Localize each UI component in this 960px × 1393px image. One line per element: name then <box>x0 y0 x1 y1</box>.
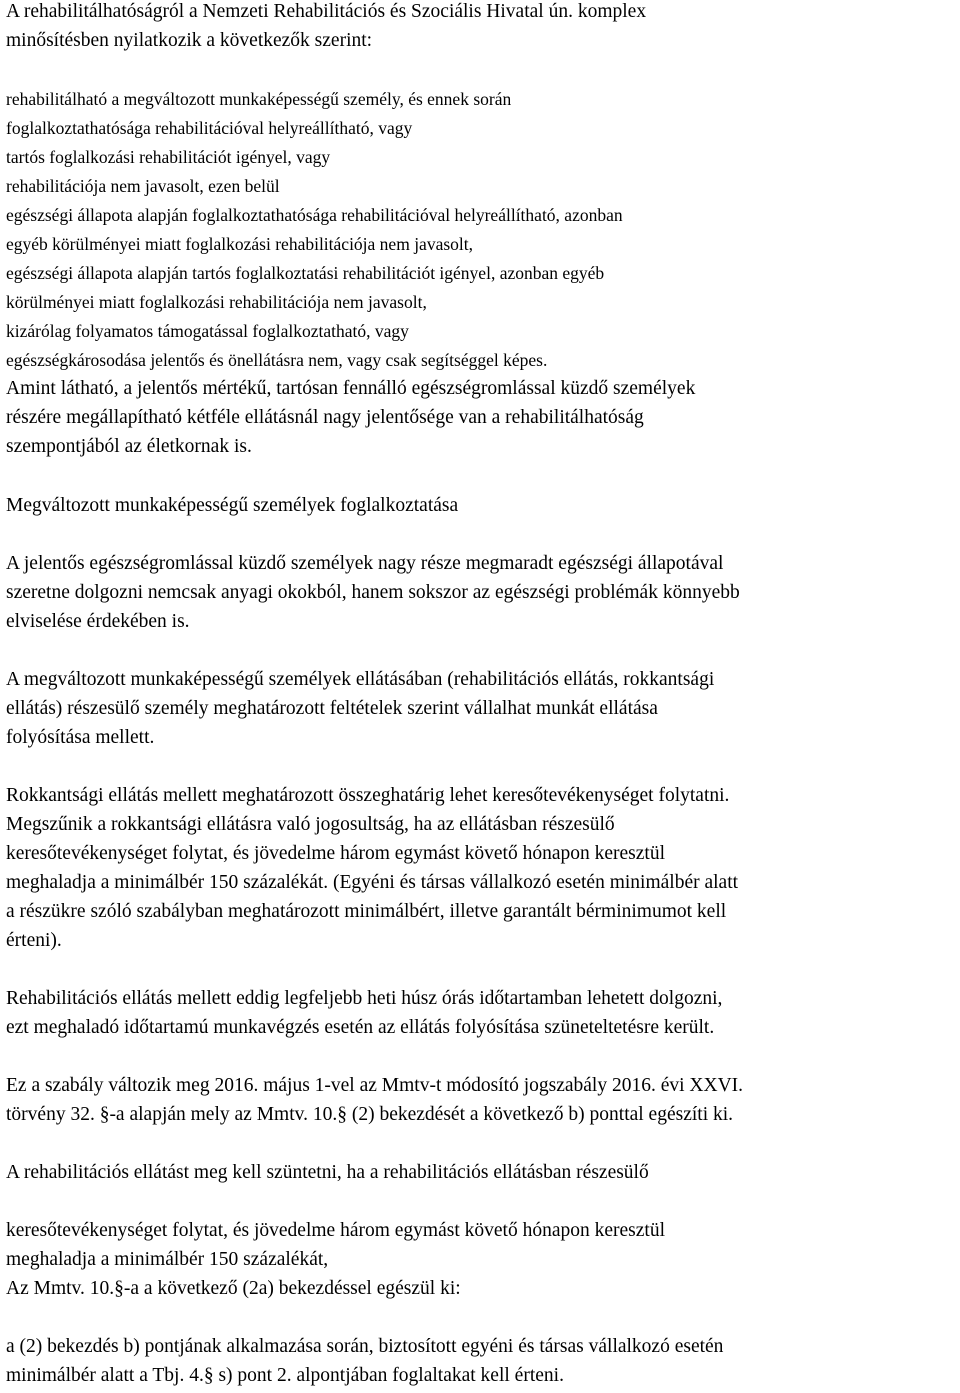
category-line: egészségi állapota alapján tartós foglalkoztatási rehabilitációt igényel, azonban egyéb <box>6 263 605 283</box>
paragraph-line: elviselése érdekében is. <box>6 611 190 632</box>
paragraph-line: a (2) bekezdés b) pontjának alkalmazása során, biztosított egyéni és társas vállalkozó esetén <box>6 1336 724 1357</box>
paragraph-line: a részükre szóló szabályban meghatározott minimálbért, illetve garantált bérminimumot kell <box>6 901 727 922</box>
paragraph-line: meghaladja a minimálbér 150 százalékát, <box>6 1249 329 1270</box>
category-line: egészségi állapota alapján foglalkoztathatósága rehabilitációval helyreállítható, azonban <box>6 205 623 225</box>
intro-line: minősítésben nyilatkozik a következők szerint: <box>6 30 373 51</box>
paragraph-line: Ez a szabály változik meg 2016. május 1-vel az Mmtv-t módosító jogszabály 2016. évi XXVI. <box>6 1075 744 1096</box>
category-line: foglalkoztathatósága rehabilitációval helyreállítható, vagy <box>6 118 413 138</box>
summary-line: részére megállapítható kétféle ellátásnál nagy jelentősége van a rehabilitálhatóság <box>6 407 644 428</box>
paragraph-line: keresőtevékenységet folytat, és jövedelme három egymást követő hónapon keresztül <box>6 1220 665 1241</box>
paragraph-line: minimálbér alatt a Tbj. 4.§ s) pont 2. alpontjában foglaltakat kell érteni. <box>6 1365 564 1386</box>
category-line: rehabilitálható a megváltozott munkaképességű személy, és ennek során <box>6 89 512 109</box>
paragraph-line: keresőtevékenységet folytat, és jövedelme három egymást követő hónapon keresztül <box>6 843 665 864</box>
paragraph-line: szeretne dolgozni nemcsak anyagi okokból, hanem sokszor az egészségi problémák könnyebb <box>6 582 740 603</box>
paragraph-line: Az Mmtv. 10.§-a a következő (2a) bekezdéssel egészül ki: <box>6 1278 461 1299</box>
paragraph-line: Rokkantsági ellátás mellett meghatározott összeghatárig lehet keresőtevékenységet folytatni. <box>6 785 730 806</box>
paragraph-line: érteni). <box>6 930 62 951</box>
paragraph-line: folyósítása mellett. <box>6 727 155 748</box>
paragraph-line: ezt meghaladó időtartamú munkavégzés esetén az ellátás folyósítása szüneteltetésre került. <box>6 1017 715 1038</box>
paragraph-line: A megváltozott munkaképességű személyek ellátásában (rehabilitációs ellátás, rokkantsági <box>6 669 715 690</box>
paragraph-line: Rehabilitációs ellátás mellett eddig legfeljebb heti húsz órás időtartamban lehetett dolgozni, <box>6 988 723 1009</box>
paragraph-line: ellátás) részesülő személy meghatározott feltételek szerint vállalhat munkát ellátása <box>6 698 658 719</box>
category-line: egészségkárosodása jelentős és önellátásra nem, vagy csak segítséggel képes. <box>6 350 548 370</box>
category-line: kizárólag folyamatos támogatással foglalkoztatható, vagy <box>6 321 409 341</box>
paragraph-line: törvény 32. §-a alapján mely az Mmtv. 10.§ (2) bekezdését a következő b) ponttal egészíti ki. <box>6 1104 734 1125</box>
category-line: tartós foglalkozási rehabilitációt igényel, vagy <box>6 147 331 167</box>
section-heading: Megváltozott munkaképességű személyek foglalkoztatása <box>6 495 459 516</box>
paragraph-line: meghaladja a minimálbér 150 százalékát. (Egyéni és társas vállalkozó esetén minimálbér alatt <box>6 872 739 893</box>
paragraph-line: Megszűnik a rokkantsági ellátásra való jogosultság, ha az ellátásban részesülő <box>6 814 615 835</box>
summary-line: szempontjából az életkornak is. <box>6 436 252 457</box>
summary-line: Amint látható, a jelentős mértékű, tartósan fennálló egészségromlással küzdő személyek <box>6 378 696 399</box>
category-line: rehabilitációja nem javasolt, ezen belül <box>6 176 280 196</box>
category-line: körülményei miatt foglalkozási rehabilitációja nem javasolt, <box>6 292 427 312</box>
intro-line: A rehabilitálhatóságról a Nemzeti Rehabilitációs és Szociális Hivatal ún. komplex <box>6 1 647 22</box>
paragraph-line: A rehabilitációs ellátást meg kell szüntetni, ha a rehabilitációs ellátásban részesülő <box>6 1162 649 1183</box>
paragraph-line: A jelentős egészségromlással küzdő személyek nagy része megmaradt egészségi állapotával <box>6 553 724 574</box>
category-line: egyéb körülményei miatt foglalkozási rehabilitációja nem javasolt, <box>6 234 473 254</box>
